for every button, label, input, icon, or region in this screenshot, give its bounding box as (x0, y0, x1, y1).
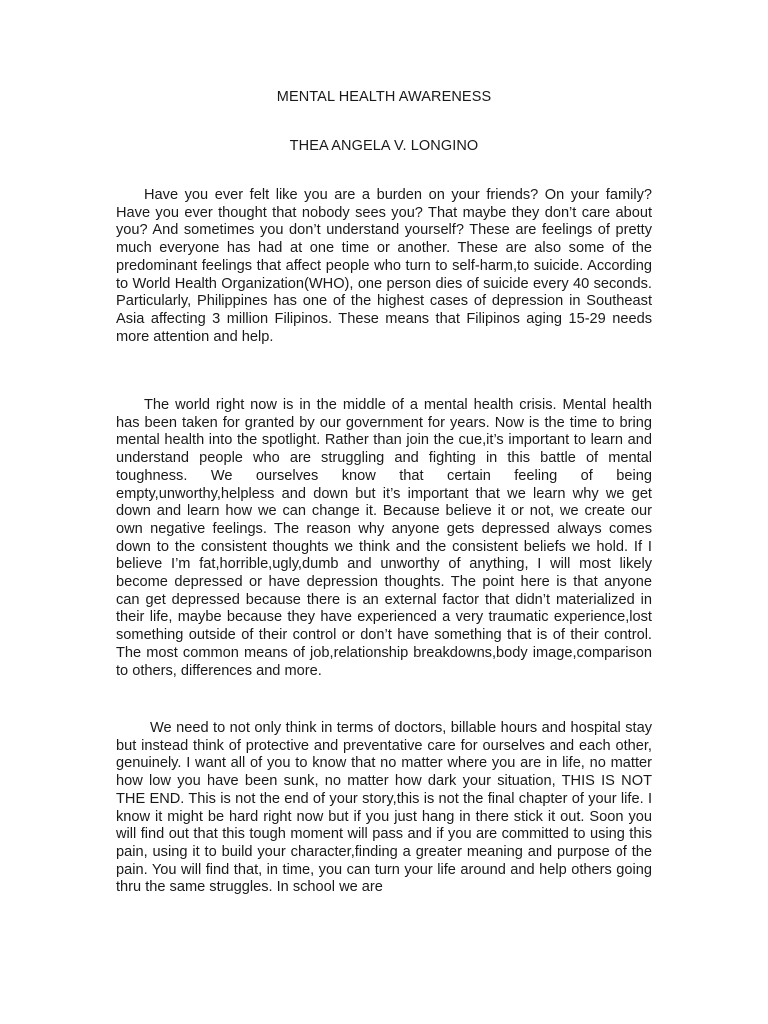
paragraph-1: Have you ever felt like you are a burden on your friends? On your family? Have you ever thought that nobody sees you? That maybe they don’t care about you? And sometimes you don’t understand yourself? These are feelings of pretty much everyone has had at one time or another. These are also some of the predominant feelings that affect people who turn to self-harm,to suicide. According to World Health Organization(WHO), one person dies of suicide every 40 seconds. Particularly, Philippines has one of the highest cases of depression in Southeast Asia affecting 3 million Filipinos. These means that Filipinos aging 15-29 needs more attention and help. (116, 187, 652, 345)
paragraph-3: We need to not only think in terms of doctors, billable hours and hospital stay but instead think of protective and preventative care for ourselves and each other, genuinely. I want all of you to know that no matter where you are in life, no matter how low you have been sunk, no matter how dark your situation, THIS IS NOT THE END. This is not the end of your story,this is not the final chapter of your life. I know it might be hard right now but if you just hang in there stick it out. Soon you will find out that this tough moment will pass and if you are committed to using this pain, using it to build your character,finding a greater meaning and purpose of the pain. You will find that, in time, you can turn your life around and help others going thru the same struggles. In school we are (116, 720, 652, 896)
document-author: THEA ANGELA V. LONGINO (289, 138, 479, 154)
paragraph-2: The world right now is in the middle of a mental health crisis. Mental health has been taken for granted by our government for years. Now is the time to bring mental health into the spotlight. Rather than join the cue,it’s important to learn and understand people who are struggling and fighting in this battle of mental toughness. We ourselves know that certain feeling of being empty,unworthy,helpless and down but it’s important that we learn why we get down and learn how we can change it. Because believe it or not, we create our own negative feelings. The reason why anyone gets depressed always comes down to the consistent thoughts we think and the consistent beliefs we hold. If I believe I’m fat,horrible,ugly,dumb and unworthy of anything, I will most likely become depressed or have depression thoughts. The point here is that anyone can get depressed because there is an external factor that didn’t materialized in their life, maybe because they have experienced a very traumatic experience,lost something outside of their control or don’t have something that is of their control. The most common means of job,relationship breakdowns,body image,comparison to others, differences and more. (116, 397, 652, 679)
document-title: MENTAL HEALTH AWARENESS (276, 89, 492, 105)
